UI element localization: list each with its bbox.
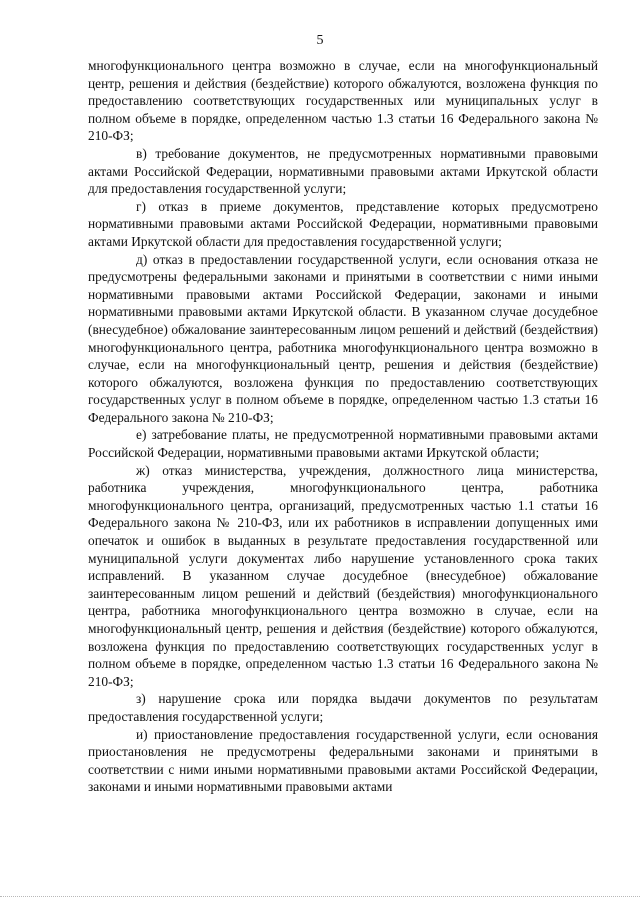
page-number: 5 [316,33,324,48]
paragraph-item-z: з) нарушение срока или порядка выдачи документов по результатам предоставления государственной услуги; [88,691,598,724]
paragraph-item-d: д) отказ в предоставлении государственной услуги, если основания отказа не предусмотрены федеральными законами и принятыми в соответствии с ними иными нормативными правовыми актами Российской Федерации, законами и иными нормативными правовыми актами Иркутской области. В указанном случае досудебное (внесудебное) обжалование заинтересованным лицом решений и действий (бездействия) многофункционального центра, работника многофункционального центра возможно в случае, если на многофункциональный центр, решения и действия (бездействие) которого обжалуются, возложена функция по предоставлению соответствующих государственных услуг в полном объеме в порядке, определенном частью 1.3 статьи 16 Федерального закона № 210-ФЗ; [88,251,598,425]
scan-edge-line [0,896,640,897]
paragraph-item-e: е) затребование платы, не предусмотренной нормативными правовыми актами Российской Федерации, нормативными правовыми актами Иркутской области; [88,427,598,461]
document-body [88,57,598,796]
paragraph-item-zh: ж) отказ министерства, учреждения, должностного лица министерства, работника учреждения, многофункционального центра, работника многофункционального центра, организаций, предусмотренных частью 1.1 статьи 16 Федерального закона № 210-ФЗ, или их работников в исправлении допущенных ими опечаток и ошибок в выданных в результате предоставления государственной или муниципальной услуги документах либо нарушение установленного срока таких исправлений. В указанном случае досудебное (внесудебное) обжалование заинтересованным лицом решений и действий (бездействия) многофункционального центра, работника многофункционального центра возможно в случае, если на многофункциональный центр, решения и действия (бездействие) которого обжалуются, возложена функция по предоставлению соответствующих государственных услуг в полном объеме в порядке, определенном частью 1.3 статьи 16 Федерального закона № 210-ФЗ; [88,462,598,689]
paragraph-item-i: и) приостановление предоставления государственной услуги, если основания приостановления не предусмотрены федеральными законами и принятыми в соответствии с ними иными нормативными правовыми актами Российской Федерации, законами и иными нормативными правовыми актами [88,726,598,795]
paragraph-item-g: г) отказ в приеме документов, представление которых предусмотрено нормативными правовыми актами Российской Федерации, нормативными правовыми актами Иркутской области для предоставления государственной услуги; [88,198,598,249]
paragraph-continuation: многофункционального центра возможно в случае, если на многофункциональный центр, решения и действия (бездействие) которого обжалуются, возложена функция по предоставлению соответствующих государственных или муниципальных услуг в полном объеме в порядке, определенном частью 1.3 статьи 16 Федерального закона № 210-ФЗ; [88,58,598,144]
paragraph-item-v: в) требование документов, не предусмотренных нормативными правовыми актами Российской Федерации, нормативными правовыми актами Иркутской области для предоставления государственной услуги; [88,145,598,197]
